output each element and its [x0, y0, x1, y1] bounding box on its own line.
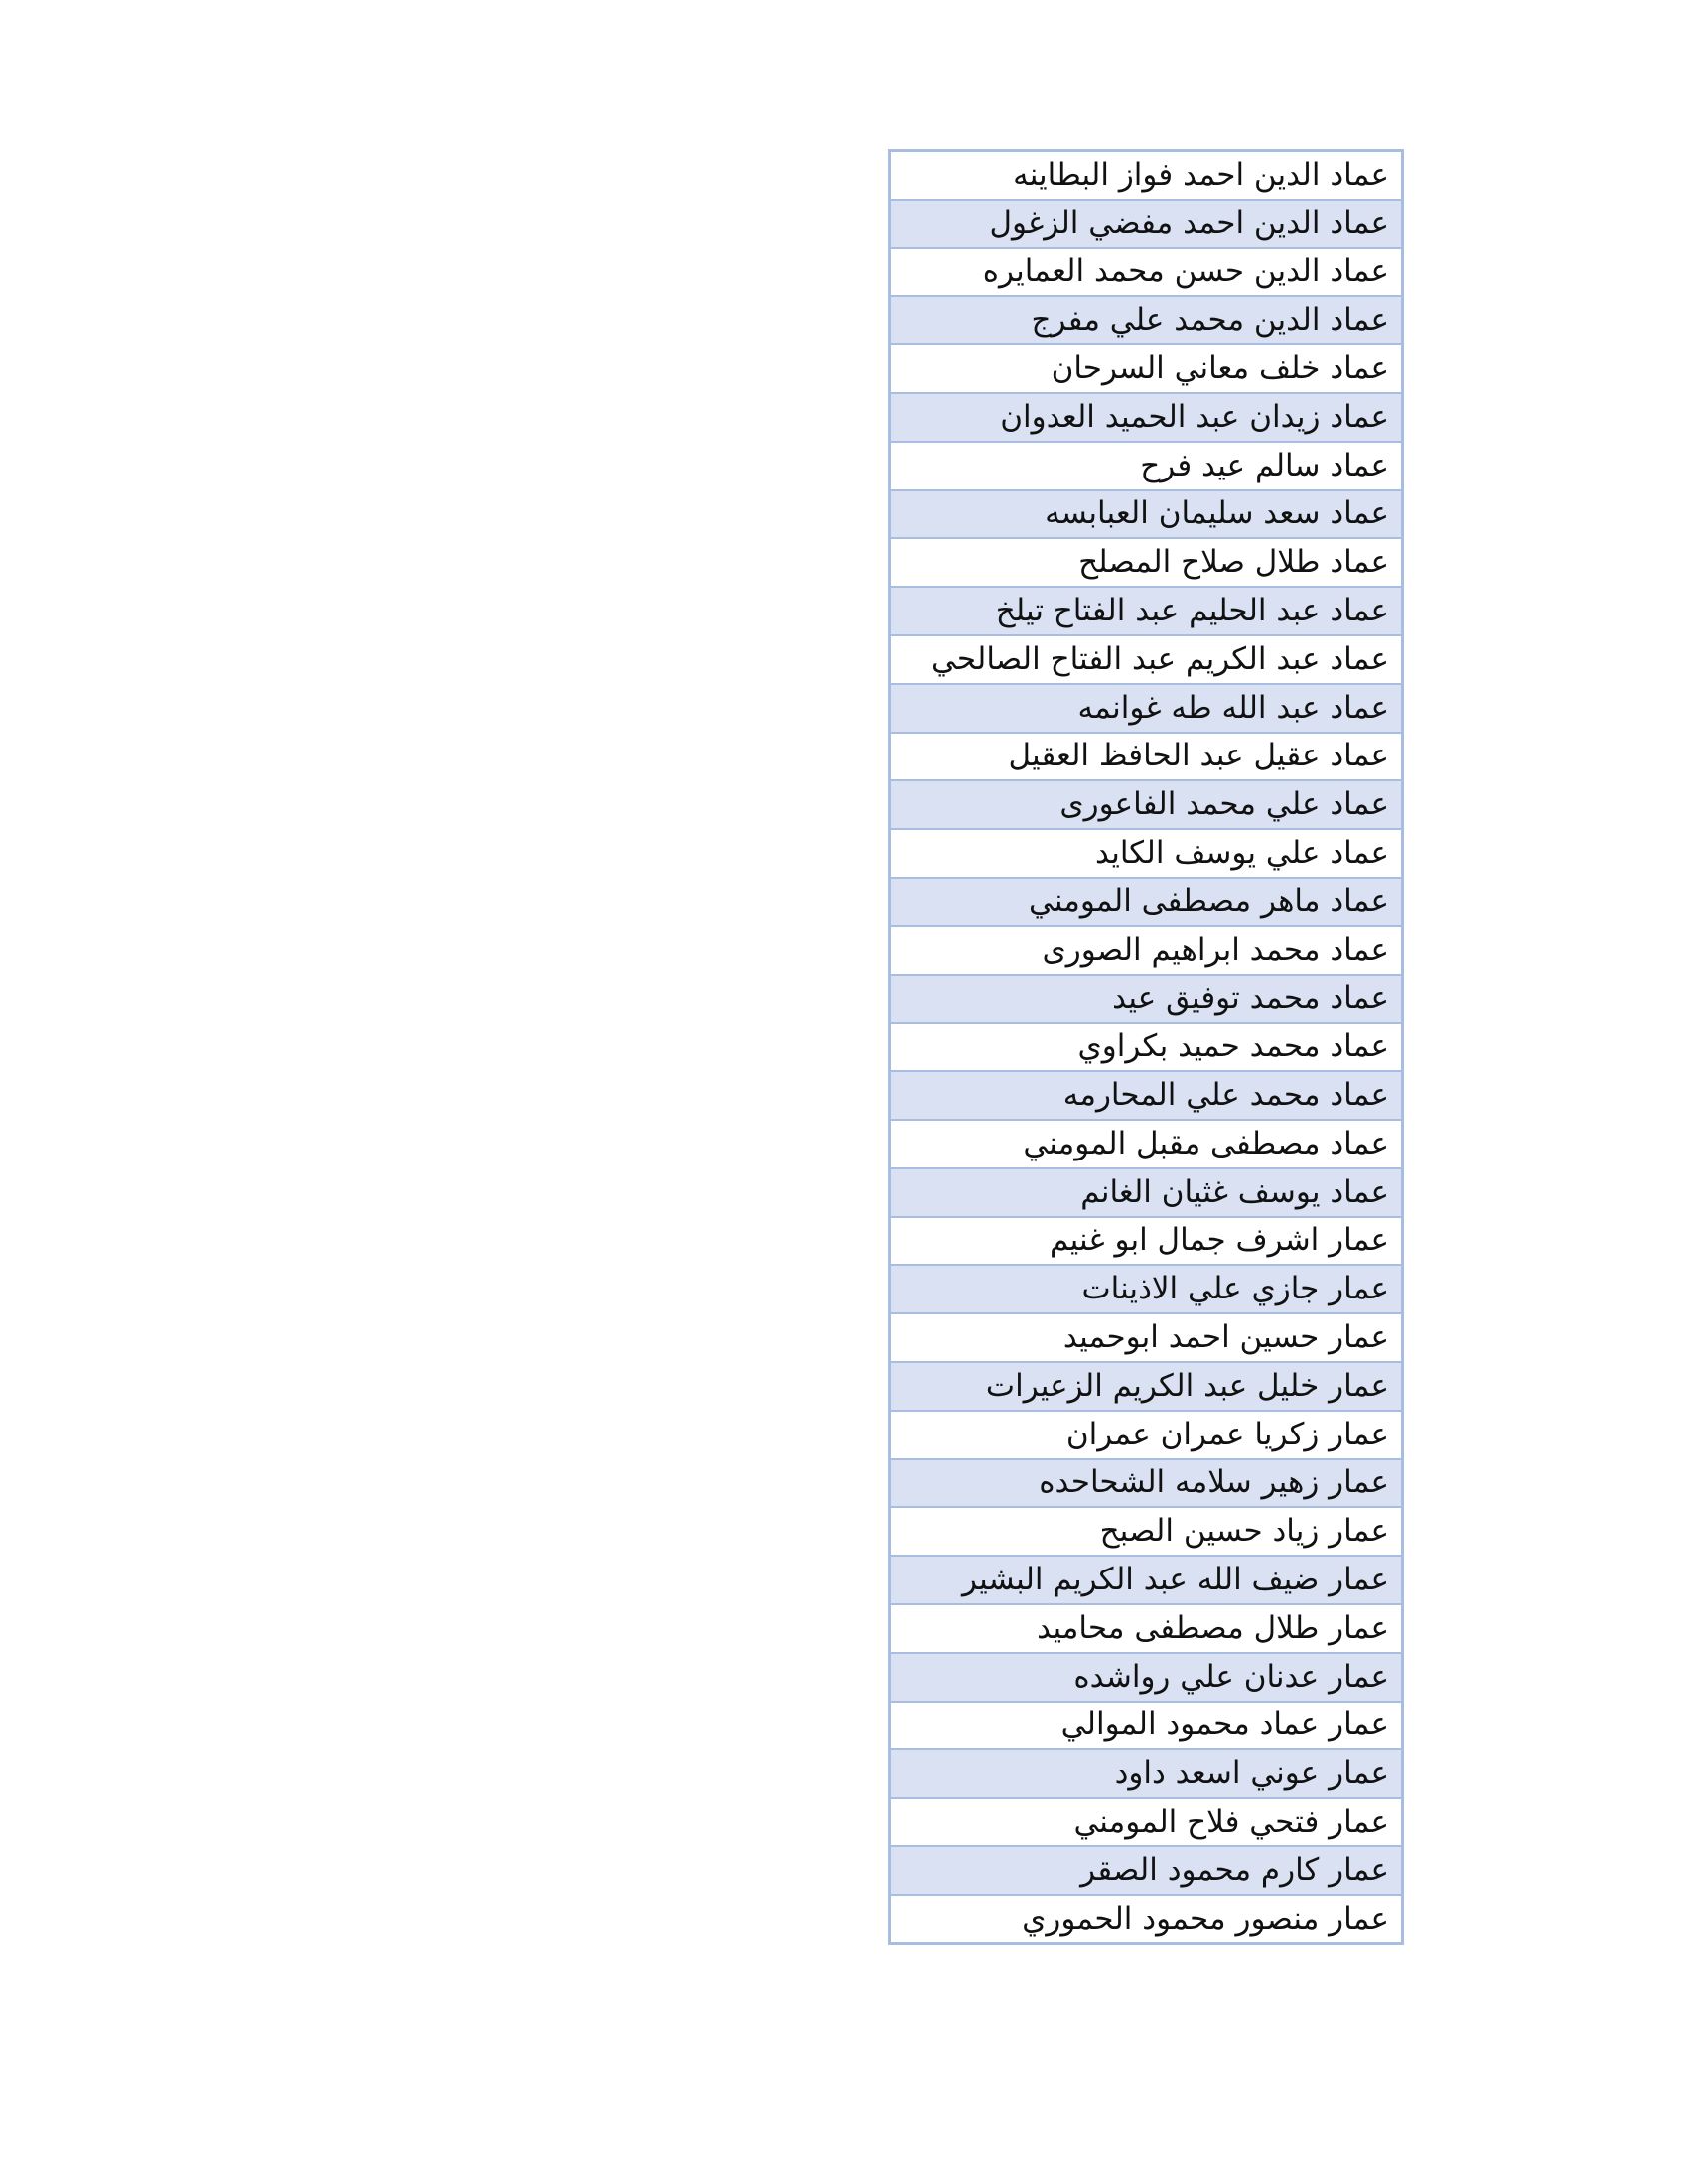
name-cell: عماد زيدان عبد الحميد العدوان	[890, 393, 1403, 442]
table-row	[890, 1362, 1403, 1411]
table-row	[890, 296, 1403, 344]
name-cell: عماد عبد الكريم عبد الفتاح الصالحي	[890, 635, 1403, 684]
name-cell: عمار اشرف جمال ابو غنيم	[890, 1217, 1403, 1266]
name-cell: عمار كارم محمود الصقر	[890, 1846, 1403, 1895]
table-row	[890, 1895, 1403, 1944]
table-row	[890, 1653, 1403, 1702]
name-cell: عمار خليل عبد الكريم الزعيرات	[890, 1362, 1403, 1411]
name-cell: عماد الدين احمد مفضي الزغول	[890, 200, 1403, 248]
name-cell: عماد خلف معاني السرحان	[890, 344, 1403, 393]
name-cell: عماد عبد الحليم عبد الفتاح تيلخ	[890, 587, 1403, 635]
name-cell: عمار عدنان علي رواشده	[890, 1653, 1403, 1702]
name-cell: عمار زياد حسين الصبح	[890, 1507, 1403, 1556]
table-row	[890, 538, 1403, 587]
table-row	[890, 780, 1403, 829]
table-row	[890, 1120, 1403, 1168]
name-cell: عمار عماد محمود الموالي	[890, 1702, 1403, 1750]
table-row	[890, 733, 1403, 781]
name-cell: عمار فتحي فلاح المومني	[890, 1798, 1403, 1846]
table-row	[890, 587, 1403, 635]
name-cell: عماد يوسف غثيان الغانم	[890, 1168, 1403, 1217]
name-cell: عماد مصطفى مقبل المومني	[890, 1120, 1403, 1168]
name-cell: عماد الدين احمد فواز البطاينه	[890, 151, 1403, 200]
table-row	[890, 248, 1403, 297]
name-cell: عمار جازي علي الاذينات	[890, 1265, 1403, 1313]
table-row	[890, 1071, 1403, 1120]
name-cell: عماد محمد ابراهيم الصورى	[890, 926, 1403, 975]
table-row	[890, 1313, 1403, 1362]
name-cell: عماد محمد علي المحارمه	[890, 1071, 1403, 1120]
table-row	[890, 1846, 1403, 1895]
name-cell: عماد محمد توفيق عيد	[890, 975, 1403, 1024]
name-cell: عمار طلال مصطفى محاميد	[890, 1604, 1403, 1653]
table-row	[890, 1459, 1403, 1508]
table-row	[890, 490, 1403, 539]
table-row	[890, 1798, 1403, 1846]
name-cell: عماد الدين محمد علي مفرج	[890, 296, 1403, 344]
table-row	[890, 1265, 1403, 1313]
name-cell: عمار ضيف الله عبد الكريم البشير	[890, 1556, 1403, 1604]
table-row	[890, 151, 1403, 200]
name-cell: عماد عقيل عبد الحافظ العقيل	[890, 733, 1403, 781]
table-row	[890, 1411, 1403, 1459]
name-cell: عماد الدين حسن محمد العمايره	[890, 248, 1403, 297]
table-row	[890, 442, 1403, 490]
table-row	[890, 1604, 1403, 1653]
table-row	[890, 1507, 1403, 1556]
name-cell: عماد سالم عيد فرح	[890, 442, 1403, 490]
table-row	[890, 344, 1403, 393]
table-row	[890, 1702, 1403, 1750]
table-row	[890, 200, 1403, 248]
name-cell: عمار منصور محمود الحموري	[890, 1895, 1403, 1944]
table-row	[890, 1023, 1403, 1071]
name-cell: عماد علي يوسف الكايد	[890, 829, 1403, 878]
name-cell: عماد ماهر مصطفى المومني	[890, 878, 1403, 926]
name-cell: عماد سعد سليمان العبابسه	[890, 490, 1403, 539]
table-row	[890, 684, 1403, 733]
name-cell: عمار زهير سلامه الشحاحده	[890, 1459, 1403, 1508]
table-row	[890, 1168, 1403, 1217]
name-cell: عماد علي محمد الفاعورى	[890, 780, 1403, 829]
table-row	[890, 975, 1403, 1024]
table-row	[890, 1217, 1403, 1266]
name-cell: عمار عوني اسعد داود	[890, 1749, 1403, 1798]
names-table-body	[890, 151, 1403, 1944]
names-table	[888, 149, 1404, 1945]
name-cell: عماد عبد الله طه غوانمه	[890, 684, 1403, 733]
name-cell: عمار حسين احمد ابوحميد	[890, 1313, 1403, 1362]
table-row	[890, 393, 1403, 442]
table-row	[890, 926, 1403, 975]
table-row	[890, 1749, 1403, 1798]
table-row	[890, 635, 1403, 684]
name-cell: عمار زكريا عمران عمران	[890, 1411, 1403, 1459]
name-cell: عماد طلال صلاح المصلح	[890, 538, 1403, 587]
table-row	[890, 829, 1403, 878]
table-row	[890, 1556, 1403, 1604]
table-row	[890, 878, 1403, 926]
name-cell: عماد محمد حميد بكراوي	[890, 1023, 1403, 1071]
